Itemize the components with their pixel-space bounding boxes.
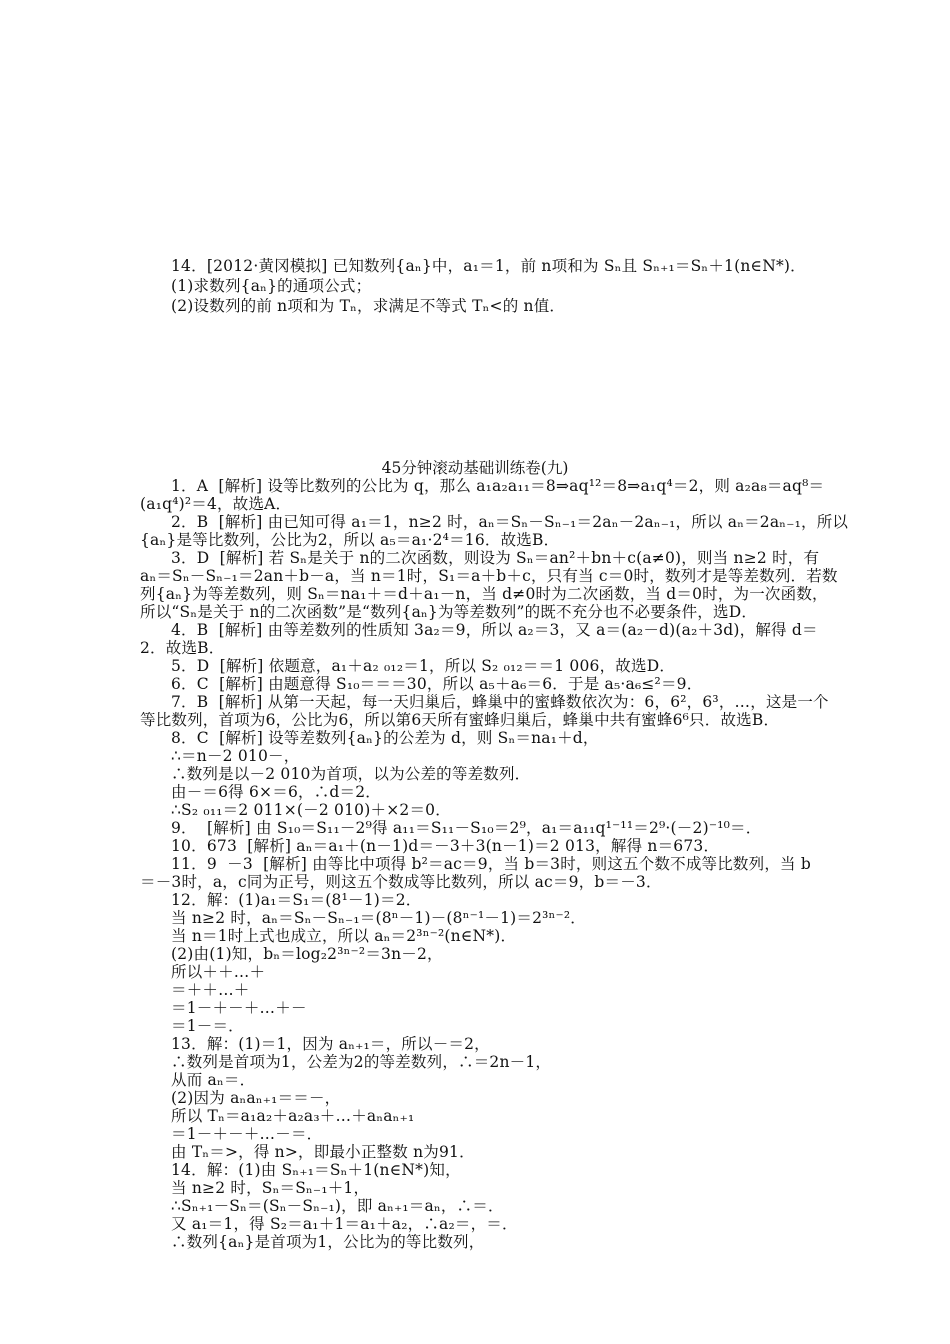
answer-line: 又 a₁＝1，得 S₂＝a₁＋1＝a₁＋a₂，∴a₂＝，＝．: [171, 1215, 518, 1233]
answer-line: 11．9 －3 [解析] 由等比中项得 b²＝ac＝9，当 b＝3时，则这五个数不成等比数列，当 b: [171, 855, 811, 873]
answer-line: ＝1－＝．: [171, 1017, 244, 1035]
answer-line: 由 Tₙ＝>，得 n>，即最小正整数 n为91．: [171, 1143, 475, 1161]
answer-line: ∴数列{aₙ}是首项为1，公比为的等比数列，: [171, 1233, 485, 1251]
answer-line: ＝1－＋－＋…＋－: [171, 999, 307, 1017]
answer-line: 所以＋＋…＋: [171, 963, 266, 981]
answer-line: 6．C [解析] 由题意得 S₁₀＝＝＝30，所以 a₅＋a₆＝6．于是 a₅·a₆≤²＝9．: [171, 675, 703, 693]
problem14-part2: (2)设数列的前 n项和为 Tₙ，求满足不等式 Tₙ<的 n值．: [171, 297, 566, 315]
answer-line: 当 n≥2 时，aₙ＝Sₙ－Sₙ₋₁＝(8ⁿ－1)－(8ⁿ⁻¹－1)＝2³ⁿ⁻²．: [171, 909, 586, 927]
answer-line: ∴数列是首项为1，公差为2的等差数列，∴＝2n－1，: [171, 1053, 552, 1071]
answer-line: 9． [解析] 由 S₁₀＝S₁₁－2⁹得 a₁₁＝S₁₁－S₁₀＝2⁹，a₁＝a₁₁q¹⁻¹¹＝2⁹·(－2)⁻¹⁰＝．: [171, 819, 762, 837]
answer-line: 等比数列，首项为6，公比为6，所以第6天所有蜜蜂归巢后，蜂巢中共有蜜蜂6⁶只．故选B．: [140, 711, 780, 729]
answer-line: 2．B [解析] 由已知可得 a₁＝1，n≥2 时，aₙ＝Sₙ－Sₙ₋₁＝2aₙ－2aₙ₋₁，所以 aₙ＝2aₙ₋₁，所以: [171, 513, 849, 531]
answer-line: 当 n≥2 时，Sₙ＝Sₙ₋₁＋1，: [171, 1179, 370, 1197]
answer-line: 14．解：(1)由 Sₙ₊₁＝Sₙ＋1(n∈N*)知，: [171, 1161, 461, 1179]
answer-line: ∴数列是以－2 010为首项，以为公差的等差数列．: [171, 765, 531, 783]
answer-line: 10．673 [解析] aₙ＝a₁＋(n－1)d＝－3＋3(n－1)＝2 013，解得 n＝673．: [171, 837, 720, 855]
answer-line: 所以“Sₙ是关于 n的二次函数”是“数列{aₙ}为等差数列”的既不充分也不必要条件，选D．: [140, 603, 758, 621]
answer-line: (a₁q⁴)²＝4，故选A．: [140, 495, 292, 513]
answer-line: 2．故选B．: [140, 639, 225, 657]
answer-line: ＝＋＋…＋: [171, 981, 250, 999]
answer-line: ＝1－＋－＋…－＝．: [171, 1125, 323, 1143]
answer-line: 13．解：(1)＝1，因为 aₙ₊₁＝，所以－＝2，: [171, 1035, 490, 1053]
answer-line: (2)由(1)知，bₙ＝log₂2³ⁿ⁻²＝3n－2，: [171, 945, 443, 963]
answer-line: 1．A [解析] 设等比数列的公比为 q，那么 a₁a₂a₁₁＝8⇒aq¹²＝8⇒a₁q⁴＝2，则 a₂a₈＝aq⁸＝: [171, 477, 825, 495]
problem14-part1: (1)求数列{aₙ}的通项公式；: [171, 277, 372, 295]
answer-line: 列{aₙ}为等差数列，则 Sₙ＝na₁＋＝d＋a₁－n，当 d≠0时为二次函数，当 d＝0时，为一次函数，: [140, 585, 828, 603]
answer-line: ∴Sₙ₊₁－Sₙ＝(Sₙ－Sₙ₋₁)，即 aₙ₊₁＝aₙ，∴＝．: [171, 1197, 504, 1215]
answer-line: ∴＝n－2 010－，: [171, 747, 300, 765]
answer-line: {aₙ}是等比数列，公比为2，所以 a₅＝a₁·2⁴＝16．故选B．: [140, 531, 560, 549]
answer-line: (2)因为 aₙaₙ₊₁＝＝－，: [171, 1089, 341, 1107]
answer-line: 从而 aₙ＝．: [171, 1071, 256, 1089]
answer-line: 5．D [解析] 依题意，a₁＋a₂ ₀₁₂＝1，所以 S₂ ₀₁₂＝＝1 006，故选D．: [171, 657, 676, 675]
answer-line: 12．解：(1)a₁＝S₁＝(8¹－1)＝2．: [171, 891, 422, 909]
problem14-statement: 14．[2012·黄冈模拟] 已知数列{aₙ}中，a₁＝1，前 n项和为 Sₙ且 Sₙ₊₁＝Sₙ＋1(n∈N*)．: [171, 257, 806, 275]
answer-line: ＝－3时，a，c同为正号，则这五个数成等比数列，所以 ac＝9，b＝－3．: [140, 873, 662, 891]
answer-line: aₙ＝Sₙ－Sₙ₋₁＝2an＋b－a，当 n＝1时，S₁＝a＋b＋c，只有当 c＝0时，数列才是等差数列．若数: [140, 567, 838, 585]
answer-line: 8．C [解析] 设等差数列{aₙ}的公差为 d，则 Sₙ＝na₁＋d，: [171, 729, 599, 747]
answer-line: 由－＝6得 6×＝6，∴d＝2．: [171, 783, 381, 801]
answer-line: 当 n＝1时上式也成立，所以 aₙ＝2³ⁿ⁻²(n∈N*)．: [171, 927, 517, 945]
answers-title: 45分钟滚动基础训练卷(九): [381, 459, 569, 477]
answer-line: ∴S₂ ₀₁₁＝2 011×(－2 010)＋×2＝0．: [171, 801, 451, 819]
answer-line: 所以 Tₙ＝a₁a₂＋a₂a₃＋…＋aₙaₙ₊₁: [171, 1107, 415, 1125]
answer-line: 7．B [解析] 从第一天起，每一天归巢后，蜂巢中的蜜蜂数依次为：6，6²，6³，…，这是一个: [171, 693, 829, 711]
answer-line: 4．B [解析] 由等差数列的性质知 3a₂＝9，所以 a₂＝3，又 a＝(a₂－d)(a₂＋3d)，解得 d＝: [171, 621, 818, 639]
answer-line: 3．D [解析] 若 Sₙ是关于 n的二次函数，则设为 Sₙ＝an²＋bn＋c(a≠0)，则当 n≥2 时，有: [171, 549, 820, 567]
